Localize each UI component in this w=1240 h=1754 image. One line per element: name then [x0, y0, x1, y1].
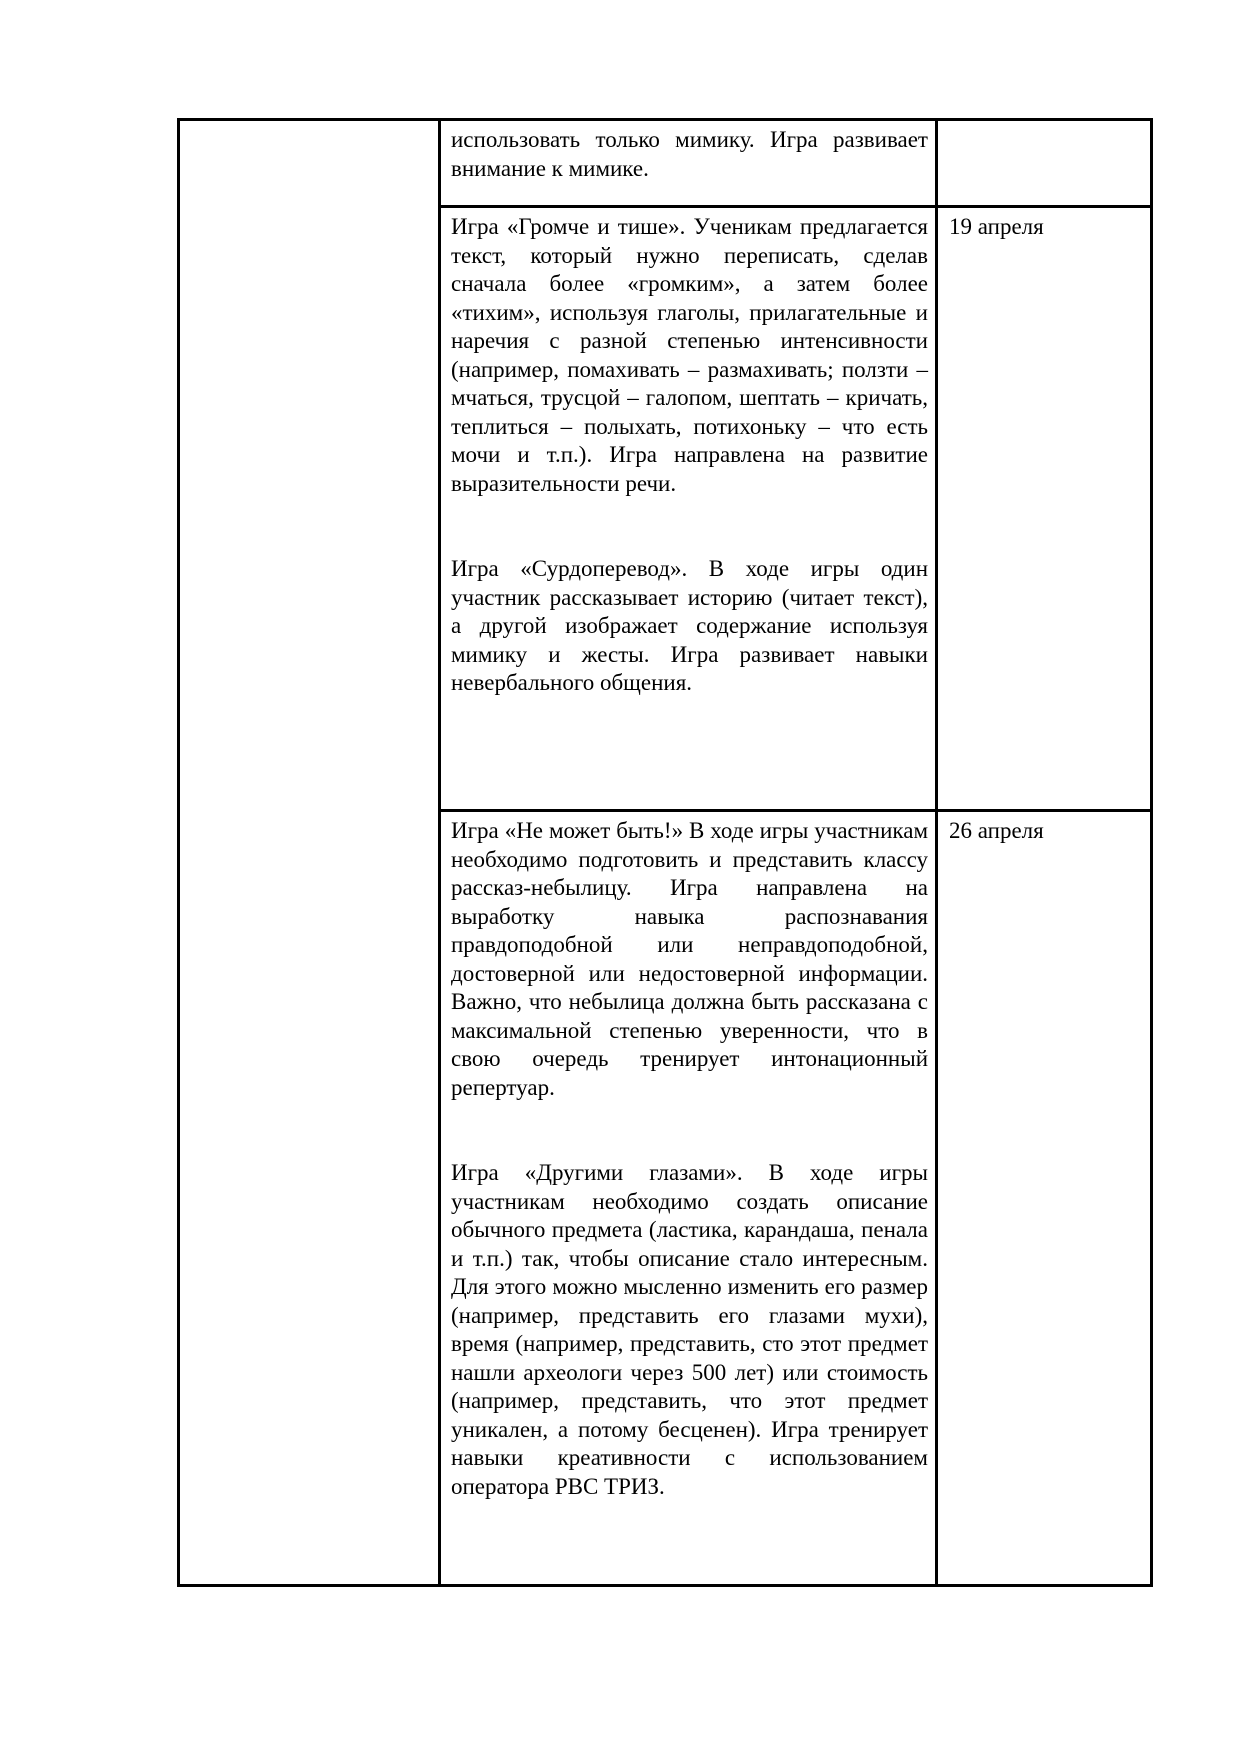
date-cell [938, 121, 1150, 205]
table-row [441, 812, 1150, 1584]
paragraph: Игра «Громче и тише». Ученикам предлагается текст, который нужно переписать, сделав сначала более «громким», а затем более «тихим», используя глаголы, прилагательные и наречия с разной степенью интенсивности (например, помахивать – размахивать; ползти – мчаться, трусцой – галопом, шептать – кричать, теплиться – полыхать, потихоньку – что есть мочи и т.п.). Игра направлена на развитие выразительности речи. [451, 214, 928, 496]
activity-description-cell [441, 208, 938, 809]
paragraph: Игра «Сурдоперевод». В ходе игры один участник рассказывает историю (читает текст), а другой изображает содержание используя мимику и жесты. Игра развивает навыки невербального общения. [451, 556, 928, 695]
schedule-table [177, 118, 1153, 1587]
table-main-columns [441, 121, 1150, 1584]
date-cell [938, 812, 1150, 1584]
activity-description-cell [441, 812, 938, 1584]
table-row [441, 208, 1150, 812]
table-row [441, 121, 1150, 208]
activity-description-cell [441, 121, 938, 205]
paragraph: Игра «Не может быть!» В ходе игры участникам необходимо подготовить и представить классу рассказ-небылицу. Игра направлена на выработку навыка распознавания правдоподобной или неправдоподобной, достоверной или недостоверной информации. Важно, что небылица должна быть рассказана с максимальной степенью уверенности, что в свою очередь тренирует интонационный репертуар. [451, 818, 928, 1100]
date-cell [938, 208, 1150, 809]
table-merged-left-cell [180, 121, 441, 1584]
date-label: 26 апреля [949, 818, 1044, 843]
blank-line [451, 1102, 928, 1131]
blank-line [451, 498, 928, 527]
blank-line [451, 1131, 928, 1160]
blank-line [451, 527, 928, 556]
date-label: 19 апреля [949, 214, 1044, 239]
paragraph: Игра «Другими глазами». В ходе игры участникам необходимо создать описание обычного предмета (ластика, карандаша, пенала и т.п.) так, чтобы описание стало интересным. Для этого можно мысленно изменить его размер (например, представить его глазами мухи), время (например, представить, сто этот предмет нашли археологи через 500 лет) или стоимость (например, представить, что этот предмет уникален, а потому бесценен). Игра тренирует навыки креативности с использованием оператора РВС ТРИЗ. [451, 1160, 928, 1499]
paragraph: использовать только мимику. Игра развивает внимание к мимике. [451, 127, 928, 181]
